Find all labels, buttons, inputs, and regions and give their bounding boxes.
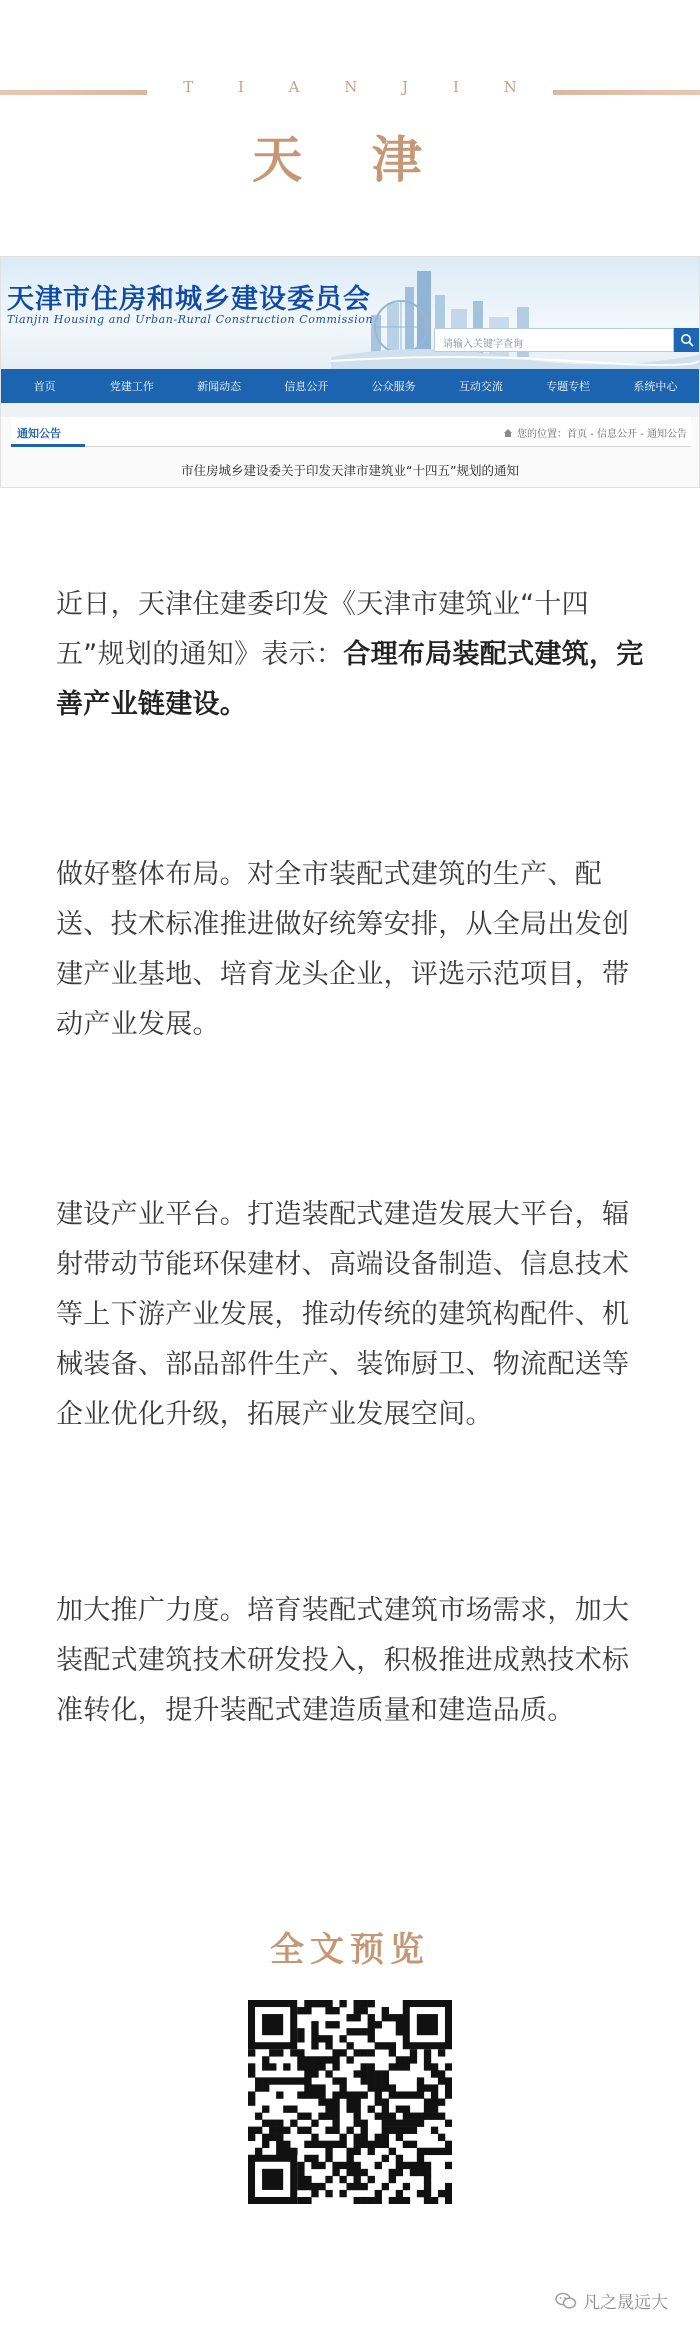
article-paragraph-3: 建设产业平台。打造装配式建造发展大平台，辐射带动节能环保建材、高端设备制造、信息技术等上下游产业发展，推动传统的建筑构配件、机械装备、部品部件生产、装饰厨卫、物流配送等企业优化升级，拓展产业发展空间。 (56, 1199, 630, 1430)
search-button[interactable] (674, 328, 699, 352)
article-paragraph-2: 做好整体布局。对全市装配式建筑的生产、配送、技术标准推进做好统筹安排，从全局出发创建产业基地、培育龙头企业，评选示范项目，带动产业发展。 (56, 859, 630, 1040)
nav-item-party-work[interactable]: 党建工作 (109, 380, 154, 393)
divider-strip (1, 403, 699, 417)
article-paragraph-4: 加大推广力度。培育装配式建筑市场需求，加大装配式建筑技术研发投入，积极推进成熟技术标准转化，提升装配式建造质量和建造品质。 (56, 1595, 630, 1726)
watermark (555, 2288, 668, 2313)
breadcrumb-text[interactable]: 您的位置：首页 - 信息公开 - 通知公告 (517, 429, 687, 440)
site-nav (1, 369, 699, 403)
section-header (11, 417, 691, 447)
nav-item-home[interactable]: 首页 (33, 380, 56, 393)
section-tab-underline (11, 444, 85, 447)
site-title: 天津市住房和城乡建设委员会 (7, 284, 371, 315)
article-paragraph-1 (56, 580, 656, 730)
nav-item-special-topics[interactable]: 专题专栏 (546, 380, 591, 393)
wechat-icon (555, 2292, 577, 2310)
home-icon (503, 428, 513, 438)
site-subtitle: Tianjin Housing and Urban-Rural Construction Commission (7, 313, 374, 326)
brand-tianjin-spaced: T I A N J I N (0, 78, 700, 96)
full-text-preview-title: 全文预览 (270, 1930, 430, 1970)
nav-item-system-center[interactable]: 系统中心 (633, 380, 678, 393)
skyline-illustration (331, 257, 699, 369)
search-icon (680, 333, 694, 347)
document-title: 市住房城乡建设委关于印发天津市建筑业“十四五”规划的通知 (181, 463, 519, 478)
qr-code[interactable] (248, 2000, 452, 2204)
nav-item-news[interactable]: 新闻动态 (197, 380, 242, 393)
watermark-text: 凡之晟远大 (583, 2293, 668, 2313)
breadcrumb (503, 425, 687, 440)
nav-item-info-disclosure[interactable]: 信息公开 (284, 380, 329, 393)
city-title: 天 津 (252, 130, 448, 189)
nav-item-public-service[interactable]: 公众服务 (371, 380, 416, 393)
p1-bold-text: 合理布局装配式建筑，完善产业链建设。 (56, 639, 644, 720)
search-input[interactable]: 请输入关键字查询 (434, 328, 674, 352)
section-tab-notices[interactable]: 通知公告 (17, 427, 61, 440)
website-screenshot (0, 256, 700, 488)
site-banner (1, 257, 699, 369)
p1-normal-text: 近日，天津住建委印发《天津市建筑业“十四五”规划的通知》表示： (56, 589, 589, 670)
nav-item-interaction[interactable]: 互动交流 (458, 380, 503, 393)
